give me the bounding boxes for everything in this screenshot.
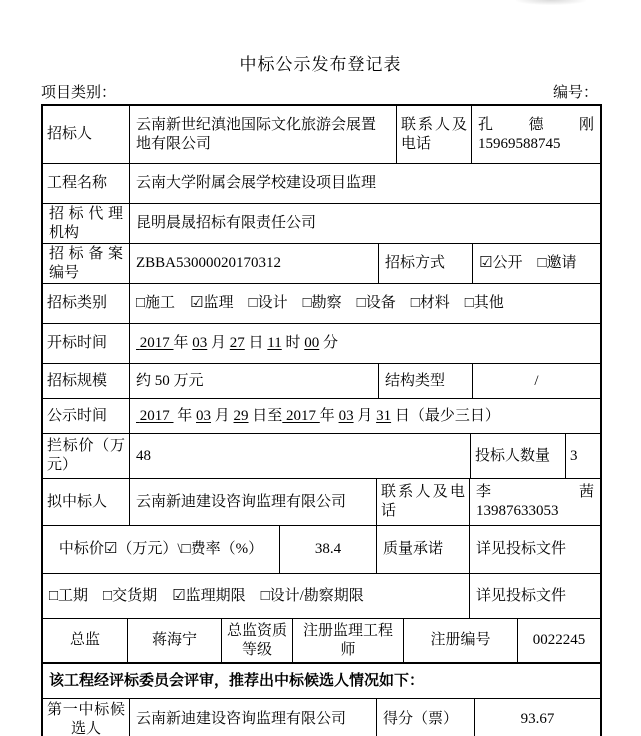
row-ceiling bbox=[43, 434, 600, 479]
quality-label-cell: 质量承诺 bbox=[377, 526, 470, 573]
bid-price-label-cell bbox=[43, 526, 280, 573]
score-value-cell: 93.67 bbox=[520, 711, 555, 728]
meta-row bbox=[41, 81, 598, 102]
structure-label-cell: 结构类型 bbox=[379, 364, 473, 398]
category-value-cell bbox=[130, 284, 600, 323]
winner-value-cell: 云南新迪建设咨询监理有限公司 bbox=[130, 479, 377, 525]
project-value-cell: 云南大学附属会展学校建设项目监理 bbox=[136, 175, 377, 192]
bidder-contact-label-cell: 联系人及电话 bbox=[397, 106, 472, 163]
bidder-label-cell: 招标人 bbox=[43, 106, 130, 163]
row-record bbox=[43, 244, 600, 284]
open-time-value-cell bbox=[130, 324, 600, 363]
publicity-value-cell bbox=[130, 399, 600, 433]
bidder-contact-value-cell bbox=[472, 106, 600, 163]
scale-label-cell: 招标规模 bbox=[43, 364, 130, 398]
bid-price-value-cell: 38.4 bbox=[280, 526, 377, 573]
publicity-value: 2017 年 03 月 29 日至 2017 年 03 月 31 日（最少三日） bbox=[136, 407, 500, 424]
director-grade-label-cell: 总监资质等级 bbox=[222, 619, 293, 662]
row-scale bbox=[43, 364, 600, 399]
agency-value-cell: 昆明晨晟招标有限责任公司 bbox=[136, 215, 317, 232]
row-director bbox=[43, 619, 600, 664]
director-name-cell: 蒋海宁 bbox=[128, 619, 222, 662]
ceiling-value-cell: 48 bbox=[130, 434, 471, 478]
row-bidder bbox=[43, 106, 600, 164]
row-candidate bbox=[43, 699, 600, 736]
method-checkboxes: ☑公开 □邀请 bbox=[479, 255, 577, 272]
candidate-value-cell: 云南新迪建设咨询监理有限公司 bbox=[130, 699, 377, 736]
winner-contact-value-cell bbox=[470, 479, 600, 525]
score-label-cell: 得分（票） bbox=[377, 699, 475, 736]
open-time-label-cell: 开标时间 bbox=[43, 324, 130, 363]
candidate-label-cell: 第一中标候选人 bbox=[43, 699, 130, 736]
open-time-value: 2017 年 03 月 27 日 11 时 00 分 bbox=[136, 335, 339, 352]
director-reg-label-cell: 注册编号 bbox=[404, 619, 518, 662]
row-duration bbox=[43, 574, 600, 619]
bid-price-checkboxes: 中标价☑（万元）\□费率（%） bbox=[58, 541, 264, 558]
row-project bbox=[43, 164, 600, 204]
project-category-label: 项目类别： bbox=[41, 85, 117, 101]
duration-value-cell: 详见投标文件 bbox=[476, 587, 567, 604]
quality-value-cell: 详见投标文件 bbox=[476, 541, 567, 558]
duration-checkboxes: □工期 □交货期 ☑监理期限 □设计/勘察期限 bbox=[49, 587, 364, 604]
row-open-time bbox=[43, 324, 600, 364]
winner-contact-phone: 13987633053 bbox=[476, 503, 559, 519]
row-publicity bbox=[43, 399, 600, 434]
statement-cell: 该工程经评标委员会评审，推荐出中标候选人情况如下： bbox=[49, 672, 425, 689]
row-statement bbox=[43, 664, 600, 699]
director-label-cell: 总监 bbox=[43, 619, 128, 662]
ceiling-label-cell: 拦标价（万元） bbox=[43, 434, 130, 478]
bidder-value-cell: 云南新世纪滇池国际文化旅游会展置地有限公司 bbox=[130, 106, 397, 163]
row-category bbox=[43, 284, 600, 324]
record-label-cell: 招标备案编号 bbox=[43, 244, 130, 283]
project-label-cell: 工程名称 bbox=[43, 164, 130, 203]
method-value-cell bbox=[473, 244, 600, 283]
scale-value-cell: 约 50 万元 bbox=[130, 364, 379, 398]
record-value-cell: ZBBA53000020170312 bbox=[130, 244, 379, 283]
bidder-count-label-cell: 投标人数量 bbox=[471, 434, 566, 478]
winner-contact-label-cell: 联系人及电话 bbox=[377, 479, 470, 525]
page-title: 中标公示发布登记表 bbox=[239, 55, 402, 74]
publicity-label-cell: 公示时间 bbox=[43, 399, 130, 433]
category-checkboxes: □施工 ☑监理 □设计 □勘察 □设备 □材料 □其他 bbox=[136, 295, 504, 312]
bidder-contact-phone: 15969588745 bbox=[478, 135, 561, 152]
structure-value-cell: / bbox=[534, 372, 539, 389]
winner-label-cell: 拟中标人 bbox=[43, 479, 130, 525]
registration-table bbox=[41, 104, 602, 736]
row-agency bbox=[43, 204, 600, 244]
director-grade-value-cell: 注册监理工程师 bbox=[293, 619, 404, 662]
duration-label-cell bbox=[43, 574, 470, 618]
bidder-contact-name: 孔德刚 bbox=[478, 116, 594, 133]
row-bid-price bbox=[43, 526, 600, 574]
scan-artifact bbox=[516, 0, 586, 5]
doc-number-label: 编号： bbox=[552, 85, 598, 101]
bidder-count-value-cell: 3 bbox=[570, 447, 578, 464]
category-label-cell: 招标类别 bbox=[43, 284, 130, 323]
row-winner bbox=[43, 479, 600, 526]
director-reg-value-cell: 0022245 bbox=[532, 632, 586, 649]
agency-label-cell: 招标代理机构 bbox=[43, 204, 130, 243]
winner-contact-name: 李茜 bbox=[476, 484, 594, 501]
method-label-cell: 招标方式 bbox=[379, 244, 473, 283]
